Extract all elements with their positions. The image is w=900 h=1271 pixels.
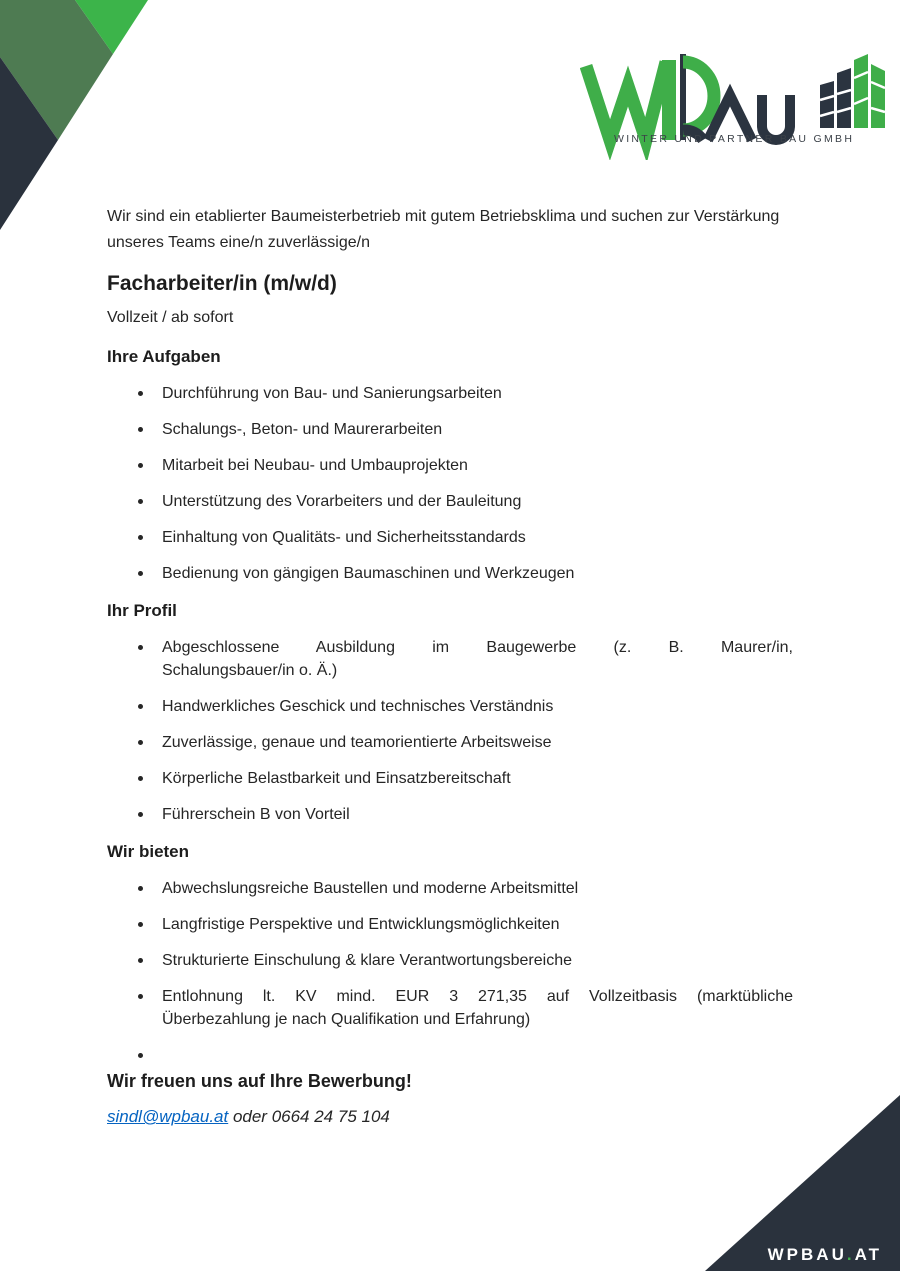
list-item: Führerschein B von Vorteil <box>107 803 793 826</box>
list-item: Mitarbeit bei Neubau- und Umbauprojekten <box>107 454 793 477</box>
list-item: Handwerkliches Geschick und technisches Verständnis <box>107 695 793 718</box>
list-item: Durchführung von Bau- und Sanierungsarbeiten <box>107 382 793 405</box>
logo-graphic <box>580 40 892 160</box>
aufgaben-list <box>107 382 793 585</box>
contact-line <box>107 1105 793 1128</box>
list-item: Abgeschlossene Ausbildung im Baugewerbe (z. B. Maurer/in, Schalungsbauer/in o. Ä.) <box>107 636 793 682</box>
company-logo <box>580 40 892 160</box>
job-title: Facharbeiter/in (m/w/d) <box>107 272 337 295</box>
logo-b-bowl <box>683 62 714 130</box>
logo-letter-w <box>586 62 666 140</box>
email-link[interactable]: sindl@wpbau.at <box>107 1107 229 1126</box>
list-item: Unterstützung des Vorarbeiters und der Bauleitung <box>107 490 793 513</box>
employment-info: Vollzeit / ab sofort <box>107 309 234 326</box>
intro-paragraph: Wir sind ein etablierter Baumeisterbetrieb mit gutem Betriebsklima und suchen zur Verstärkung unseres Teams eine/n zuverlässige/n <box>107 208 780 251</box>
list-item: Zuverlässige, genaue und teamorientierte Arbeitsweise <box>107 731 793 754</box>
list-item-empty <box>107 1044 793 1067</box>
building-icon <box>820 54 885 128</box>
bieten-list <box>107 877 793 1067</box>
list-item: Langfristige Perspektive und Entwicklungsmöglichkeiten <box>107 913 793 936</box>
website-label: WPBAU.AT <box>767 1245 882 1264</box>
logo-p-stem <box>662 60 676 140</box>
section-heading-bieten: Wir bieten <box>107 842 190 861</box>
list-item: Abwechslungsreiche Baustellen und moderne Arbeitsmittel <box>107 877 793 900</box>
corner-triangle-decoration <box>700 1091 900 1271</box>
website-dot: . <box>846 1245 855 1264</box>
section-heading-aufgaben: Ihre Aufgaben <box>107 347 221 366</box>
contact-suffix: oder 0664 24 75 104 <box>228 1107 390 1126</box>
section-heading-profil: Ihr Profil <box>107 601 177 620</box>
profil-list <box>107 636 793 826</box>
list-item: Entlohnung lt. KV mind. EUR 3 271,35 auf Vollzeitbasis (marktübliche Überbezahlung je nach Qualifikation und Erfahrung) <box>107 985 793 1031</box>
list-item: Schalungs-, Beton- und Maurerarbeiten <box>107 418 793 441</box>
list-item: Körperliche Belastbarkeit und Einsatzbereitschaft <box>107 767 793 790</box>
list-item: Einhaltung von Qualitäts- und Sicherheitsstandards <box>107 526 793 549</box>
corner-ribbon-decoration <box>0 0 150 232</box>
closing-cta: Wir freuen uns auf Ihre Bewerbung! <box>107 1071 412 1091</box>
logo-tagline: WINTER UND PARTNER BAU GMBH <box>614 133 855 145</box>
list-item: Bedienung von gängigen Baumaschinen und Werkzeugen <box>107 562 793 585</box>
job-ad-content <box>107 204 793 1128</box>
list-item: Strukturierte Einschulung & klare Verantwortungsbereiche <box>107 949 793 972</box>
